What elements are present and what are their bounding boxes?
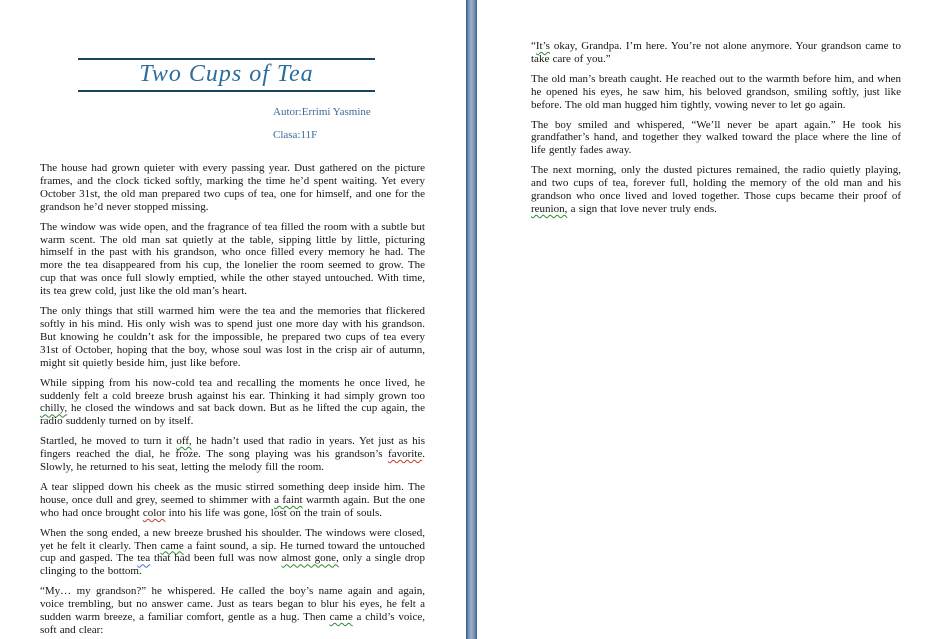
title-section: [78, 58, 375, 92]
page-2: [477, 0, 934, 639]
text-run: The house had grown quieter with every passing year. Dust gathered on the picture frames, and the clock ticked softly, marking the time he’d spent waiting. Yet every October 31st, the old man prepared two cups of tea, one for himself, and one for the grandson he’d never stopped missing.: [40, 162, 425, 213]
paragraph[interactable]: [531, 40, 901, 66]
grammar-flagged-word[interactable]: chilly,: [40, 402, 68, 415]
page-1-body: [40, 162, 425, 637]
paragraph[interactable]: [40, 527, 425, 579]
page-divider: [466, 0, 477, 639]
text-run: . Slowly, he returned to his seat, letting the melody fill the room.: [40, 448, 425, 474]
text-run: he closed the windows and sat back down. But as he lifted the cup again, the radio suddenly turned on by itself.: [40, 402, 425, 428]
page-2-body: [531, 40, 901, 216]
text-run: a faint sound, a sip. He turned toward the untouched cup and gasped. The: [40, 539, 425, 565]
grammar-flagged-word[interactable]: came: [329, 611, 353, 624]
text-run: The only things that still warmed him were the tea and the memories that flickered softly in his mind. His only wish was to spend just one more day with his grandson. But knowing he couldn’t ask for the impossible, he prepared two cups of tea every 31st of October, hoping that the boy, whose soul was lost in the crisp air of autumn, might sit quietly beside him, just like before.: [40, 305, 425, 369]
text-run: The next morning, only the dusted pictures remained, the radio quietly playing, and two cups of tea, forever full, holding the memory of the old man and his grandson who once lived and loved together. Those cups became their proof of: [531, 164, 901, 203]
author-line[interactable]: Autor:Errimi Yasmine: [273, 106, 371, 118]
page-1: [0, 0, 466, 639]
grammar-flagged-word[interactable]: off,: [176, 435, 192, 448]
paragraph[interactable]: [40, 305, 425, 370]
text-run: Startled, he moved to turn it: [40, 435, 177, 448]
text-run: While sipping from his now-cold tea and recalling the moments he once lived, he suddenly felt a cold breeze brush against his ear. Thinking it had simply grown too: [40, 376, 425, 402]
page-2-content: [531, 40, 901, 216]
grammar-flagged-word[interactable]: a faint: [274, 493, 303, 506]
class-line[interactable]: Clasa:11F: [273, 129, 318, 141]
text-run: “: [531, 40, 536, 52]
grammar-flagged-word[interactable]: almost gone,: [281, 552, 339, 565]
paragraph[interactable]: [40, 481, 425, 520]
paragraph[interactable]: [40, 377, 425, 429]
paragraph[interactable]: [40, 435, 425, 474]
misspelled-word[interactable]: color: [142, 506, 166, 519]
grammar-flagged-word[interactable]: reunion,: [531, 202, 568, 215]
text-run: that had been full was now: [150, 552, 282, 565]
paragraph[interactable]: [40, 585, 425, 637]
paragraph[interactable]: [531, 164, 901, 216]
text-run: A tear slipped down his cheek as the music stirred something deep inside him. The house, once dull and grey, seemed to shimmer with: [40, 480, 425, 506]
text-run: The old man’s breath caught. He reached out to the warmth before him, and when he opened his eyes, he saw him, his beloved grandson, smiling softly, just like before. The old man hugged him tightly, vowing never to let go again.: [531, 72, 901, 111]
grammar-flagged-word[interactable]: came: [160, 539, 184, 552]
text-run: When the song ended, a new breeze brushed his shoulder. The windows were closed, yet he felt it clearly. Then: [40, 526, 425, 552]
contextual-flagged-word[interactable]: tea: [137, 552, 151, 565]
document-title[interactable]: Two Cups of Tea: [139, 61, 314, 87]
paragraph[interactable]: [40, 221, 425, 298]
paragraph[interactable]: [531, 73, 901, 112]
text-run: he hadn’t used that radio in years. Yet just as his fingers reached the dial, he froze. The song playing was his grandson’s: [40, 435, 425, 461]
page-1-content: [40, 58, 425, 637]
text-run: The boy smiled and whispered, “We’ll never be apart again.” He took his grandfather’s hand, and together they walked toward the place where the line of life gently fades away.: [531, 118, 901, 157]
grammar-flagged-word[interactable]: It’s: [535, 40, 550, 52]
text-run: “My… my grandson?” he whispered. He called the boy’s name again and again, voice trembling, but no answer came. Just as tears began to blur his eyes, he felt a sudden warm breeze, a familiar comfort, gentle as a hug. Then: [40, 585, 425, 624]
text-run: only a single drop clinging to the bottom.: [40, 552, 426, 578]
text-run: into his life was gone, lost on the train of souls.: [165, 506, 383, 519]
text-run: a sign that love never truly ends.: [567, 202, 717, 215]
text-run: warmth again. But the one who had once brought: [40, 493, 426, 519]
misspelled-word[interactable]: favorite: [388, 448, 423, 461]
paragraph[interactable]: [531, 119, 901, 158]
text-run: a child’s voice, soft and clear:: [40, 611, 425, 636]
text-run: okay, Grandpa. I’m here. You’re not alone anymore. Your grandson came to take care of you.”: [531, 40, 901, 65]
text-run: The window was wide open, and the fragrance of tea filled the room with a subtle but warm scent. The old man sat quietly at the table, sipping little by little, picturing himself in the past with his grandson, who once filled every memory he had. The more the tea disappeared from his cup, the lonelier the room seemed to grow. The cup that was once full slowly emptied, while the other stayed untouched. With time, its tea grew cold, just like the old man’s heart.: [40, 220, 425, 298]
paragraph[interactable]: [40, 162, 425, 214]
